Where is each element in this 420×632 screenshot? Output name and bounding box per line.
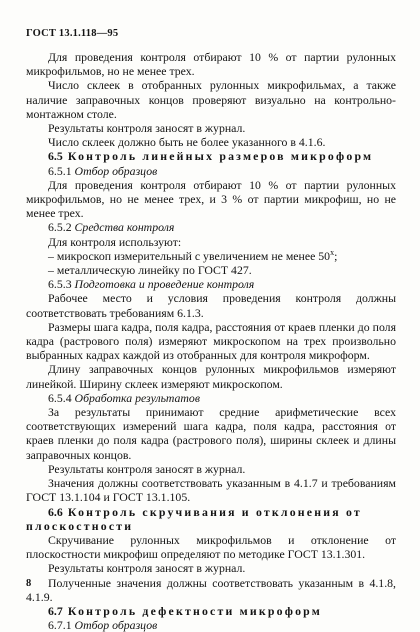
- subsection-number: 6.5.3: [48, 277, 72, 292]
- subsection-heading: [26, 164, 396, 178]
- page-number: 8: [26, 578, 32, 589]
- paragraph: [26, 320, 396, 363]
- section-number: 6.6: [48, 504, 63, 519]
- paragraph: [26, 561, 396, 575]
- paragraph: [26, 235, 396, 249]
- subsection-number: 6.5.4: [48, 390, 72, 405]
- paragraph-text: Число склеек должно быть не более указанного в 4.1.6.: [48, 135, 326, 150]
- section-heading: [26, 604, 396, 618]
- paragraph-text: Число склеек в отобранных рулонных микрофильмах, а также наличие заправочных концов проверяют визуально на контрольно-монтажном столе.: [26, 78, 396, 121]
- paragraph: [26, 78, 396, 121]
- subsection-number: 6.7.1: [48, 618, 72, 632]
- paragraph: [26, 121, 396, 135]
- section-number: 6.5: [48, 149, 63, 164]
- paragraph: [26, 50, 396, 78]
- subsection-heading: [26, 618, 396, 632]
- section-heading: [26, 505, 396, 533]
- superscript: х: [330, 247, 335, 257]
- paragraph-text: Результаты контроля заносят в журнал.: [48, 461, 246, 476]
- paragraph-text: Размеры шага кадра, поля кадра, расстояния от краев пленки до поля кадра (растрового поля) измеряют микроскопом на трех произвольно выбранных кадрах каждой из отобранных для контроля микроформ.: [26, 319, 396, 363]
- paragraph: [26, 362, 396, 390]
- paragraph-tail: ;: [334, 248, 338, 263]
- paragraph-text: Рабочее место и условия проведения контроля должны соответствовать требованиям 6.1.3.: [26, 291, 396, 320]
- subsection-heading: [26, 277, 396, 291]
- subsection-heading: [26, 391, 396, 405]
- subsection-title: Отбор образцов: [74, 618, 158, 632]
- subsection-number: 6.5.2: [48, 220, 72, 235]
- subsection-number: 6.5.1: [48, 163, 72, 178]
- subsection-title: Средства контроля: [74, 220, 175, 235]
- subsection-title: Подготовка и проведение контроля: [74, 277, 255, 292]
- paragraph-text: – микроскоп измерительный с увеличением не менее 50: [48, 248, 331, 263]
- paragraph-text: Длину заправочных концов рулонных микрофильмов измеряют линейкой. Ширину склеек измеряют микроскопом.: [26, 362, 396, 391]
- subsection-heading: [26, 220, 396, 234]
- standard-header: ГОСТ 13.1.118—95: [26, 28, 119, 39]
- section-title: Контроль линейных размеров микроформ: [67, 149, 374, 164]
- paragraph: [26, 405, 396, 462]
- paragraph: [26, 263, 396, 277]
- subsection-title: Обработка результатов: [74, 390, 200, 405]
- section-title: Контроль скручивания и отклонения от плоскостности: [26, 504, 362, 533]
- document-body: [26, 50, 396, 632]
- paragraph-text: Скручивание рулонных микрофильмов и отклонение от плоскостности микрофиш определяют по методике ГОСТ 13.1.301.: [26, 532, 396, 562]
- paragraph-text: Результаты контроля заносят в журнал.: [48, 121, 246, 136]
- section-heading: [26, 149, 396, 163]
- paragraph-text: За результаты принимают средние арифметические всех соответствующих измерений шага кадра, поля кадра, расстояния от краев пленки до поля кадра (растрового поля), ширины склеек и длины заправочных концов.: [26, 405, 396, 462]
- section-title: Контроль дефектности микроформ: [67, 603, 322, 618]
- paragraph-text: Для контроля используют:: [48, 234, 182, 249]
- paragraph: [26, 178, 396, 221]
- paragraph: [26, 476, 396, 504]
- paragraph-text: Значения должны соответствовать указанным в 4.1.7 и требованиям ГОСТ 13.1.104 и ГОСТ 13.1.105.: [26, 476, 396, 505]
- paragraph-text: Для проведения контроля отбирают 10 % от партии рулонных микрофильмов, но не менее трех, и 3 % от партии микрофиш, но не менее трех.: [26, 177, 396, 221]
- paragraph: [26, 533, 396, 561]
- paragraph-text: – металлическую линейку по ГОСТ 427.: [48, 263, 252, 278]
- subsection-title: Отбор образцов: [74, 163, 158, 178]
- paragraph: [26, 462, 396, 476]
- paragraph: [26, 249, 396, 263]
- section-number: 6.7: [48, 603, 63, 618]
- paragraph-text: Результаты контроля заносят в журнал.: [48, 561, 246, 576]
- paragraph-text: Для проведения контроля отбирают 10 % от партии рулонных микрофильмов, но не менее трех.: [26, 50, 396, 79]
- paragraph: [26, 135, 396, 149]
- paragraph-text: Полученные значения должны соответствовать указанным в 4.1.8, 4.1.9.: [26, 575, 396, 604]
- paragraph: [26, 291, 396, 319]
- paragraph: [26, 576, 396, 604]
